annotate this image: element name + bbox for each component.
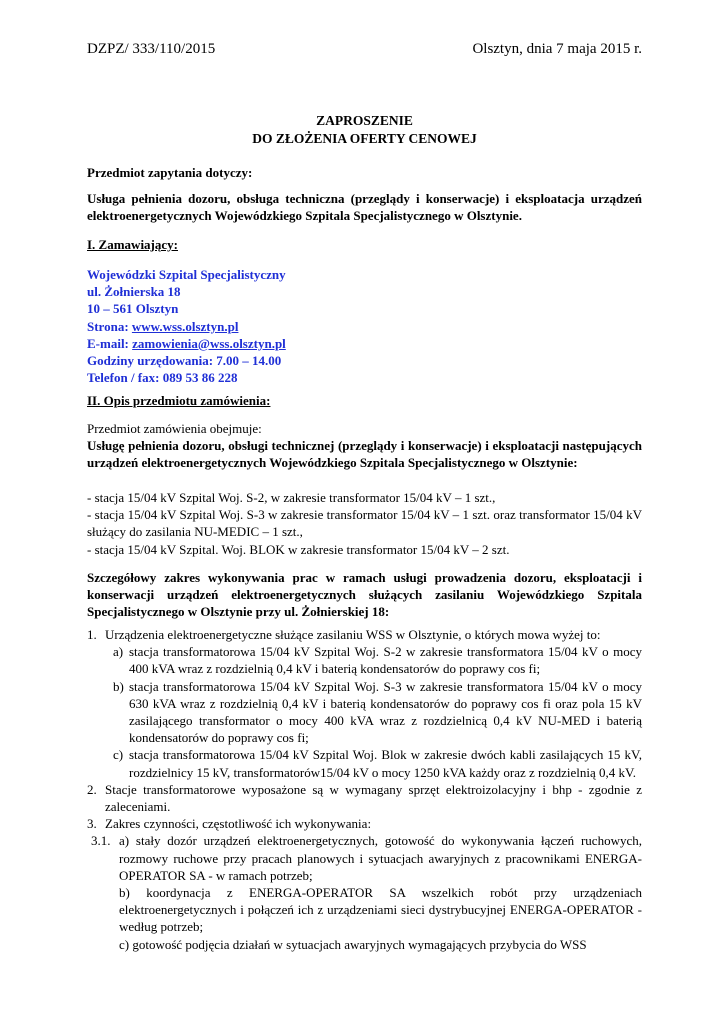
contact-hours: Godziny urzędowania: 7.00 – 14.00 (87, 353, 282, 369)
detail-heading: Szczegółowy zakres wykonywania prac w ramach usługi prowadzenia dozoru, eksploatacji i konserwacji urządzeń elektroenergetycznych służących zasilaniu Wojewódzkiego Szpitala Specjalistycznego w Olsztynie przy ul. Żołnierskiej 18: (87, 570, 642, 620)
numbered-list (87, 626, 642, 953)
document-reference: DZPZ/ 333/110/2015 (87, 41, 216, 57)
list-item-2: 2. Stacje transformatorowe wyposażone są w wymagany sprzęt elektroizolacyjny i bhp - zgodnie z zaleceniami. (87, 781, 642, 815)
email-link[interactable]: zamowienia@wss.olsztyn.pl (132, 335, 286, 351)
title-line-1: ZAPROSZENIE (316, 113, 413, 128)
subject-text: Usługa pełnienia dozoru, obsługa techniczna (przeglądy i konserwacje) i eksploatacja urządzeń elektroenergetycznych Wojewódzkiego Szpitala Specjalistycznego w Olsztynie. (87, 191, 642, 224)
list-item-1c: c) stacja transformatorowa 15/04 kV Szpital Woj. Blok w zakresie dwóch kabli zasilających 15 kV, rozdzielnicy 15 kV, transformatorów15/04 kV o mocy 1250 kVA każdy oraz z rozdzielnią 0,4 kV. (113, 747, 642, 780)
contact-city: 10 – 561 Olsztyn (87, 301, 179, 317)
contact-email-row: E-mail: zamowienia@wss.olsztyn.pl (87, 335, 286, 351)
contact-block (87, 266, 642, 386)
contact-street: ul. Żołnierska 18 (87, 284, 181, 300)
stations-list (87, 489, 642, 558)
list-item-3-1-b: b) koordynacja z ENERGA-OPERATOR SA wszelkich robót przy urządzeniach elektroenergetycznych i połączeń ich z urządzeniami sieci dystrybucyjnej ENERGA-OPERATOR - według potrzeb; (119, 885, 642, 935)
document-title (87, 112, 642, 148)
station-item: - stacja 15/04 kV Szpital Woj. S-3 w zakresie transformator 15/04 kV – 1 szt. oraz transformator 15/04 kV służący do zasilania NU-MEDIC – 1 szt., (87, 507, 642, 540)
section-2-heading: II. Opis przedmiotu zamówienia: (87, 393, 271, 408)
scope-intro: Przedmiot zamówienia obejmuje: (87, 421, 262, 436)
list-item-3-1-a: a) stały dozór urządzeń elektroenergetycznych, gotowość do wykonywania łączeń ruchowych, rozmowy ruchowe przy pracach planowych i sytuacjach awaryjnych z pracownikami ENERGA-OPERATOR SA - w ramach potrzeb; (119, 833, 642, 883)
station-item: - stacja 15/04 kV Szpital Woj. S-2, w zakresie transformator 15/04 kV – 1 szt., (87, 490, 496, 505)
section-1-heading: I. Zamawiający: (87, 237, 178, 252)
list-item-1: 1. Urządzenia elektroenergetyczne służące zasilaniu WSS w Olsztynie, o których mowa wyżej to: (87, 627, 601, 642)
list-item-3-1-c: c) gotowość podjęcia działań w sytuacjach awaryjnych wymagających przybycia do WSS (119, 936, 587, 952)
list-item-1a: a) stacja transformatorowa 15/04 kV Szpital Woj. S-2 w zakresie transformatora 15/04 kV o mocy 400 kVA wraz z rozdzielnią 0,4 kV i baterią kondensatorów do poprawy cos fi; (113, 644, 642, 677)
list-item-1b: b) stacja transformatorowa 15/04 kV Szpital Woj. S-3 w zakresie transformatora 15/04 kV o mocy 630 kVA wraz z rozdzielnią 0,4 kV i baterią kondensatorów do poprawy cos fi oraz pola 15 kV zasilającego transformator o mocy 400 kVA wraz z rozdzielnicą 0,4 kV NU-MED i baterią kondensatorów do poprawy cos fi; (113, 678, 642, 746)
contact-phone: Telefon / fax: 089 53 86 228 (87, 370, 238, 386)
document-header (87, 41, 642, 58)
contact-www-row: Strona: www.wss.olsztyn.pl (87, 318, 239, 334)
subject-label: Przedmiot zapytania dotyczy: (87, 165, 253, 180)
website-link[interactable]: www.wss.olsztyn.pl (131, 318, 239, 334)
list-item-3: 3. Zakres czynności, częstotliwość ich wykonywania: (87, 816, 372, 832)
contact-name: Wojewódzki Szpital Specjalistyczny (87, 267, 286, 282)
list-item-3-1: 3.1. a) stały dozór urządzeń elektroenergetycznych, gotowość do wykonywania łączeń ruchowych, rozmowy ruchowe przy pracach planowych i sytuacjach awaryjnych z pracownikami ENERGA-OPERATOR SA - w ramach potrzeb; b) koordynacja z ENERGA-OPERATOR SA wszelkich robót przy urządzeniach elektroenergetycznych i połączeń ich z urządzeniami sieci dystrybucyjnej ENERGA-OPERATOR - według potrzeb; c) gotowość podjęcia działań w sytuacjach awaryjnych wymagających przybycia do WSS (91, 833, 642, 952)
document-place-date: Olsztyn, dnia 7 maja 2015 r. (472, 41, 642, 57)
title-line-2: DO ZŁOŻENIA OFERTY CENOWEJ (252, 131, 477, 146)
scope-text: Usługę pełnienia dozoru, obsługi technicznej (przeglądy i konserwacje) i eksploatacji następujących urządzeń elektroenergetycznych Wojewódzkiego Szpitala Specjalistycznego w Olsztynie: (87, 438, 642, 471)
station-item: - stacja 15/04 kV Szpital. Woj. BLOK w zakresie transformator 15/04 kV – 2 szt. (87, 541, 510, 557)
